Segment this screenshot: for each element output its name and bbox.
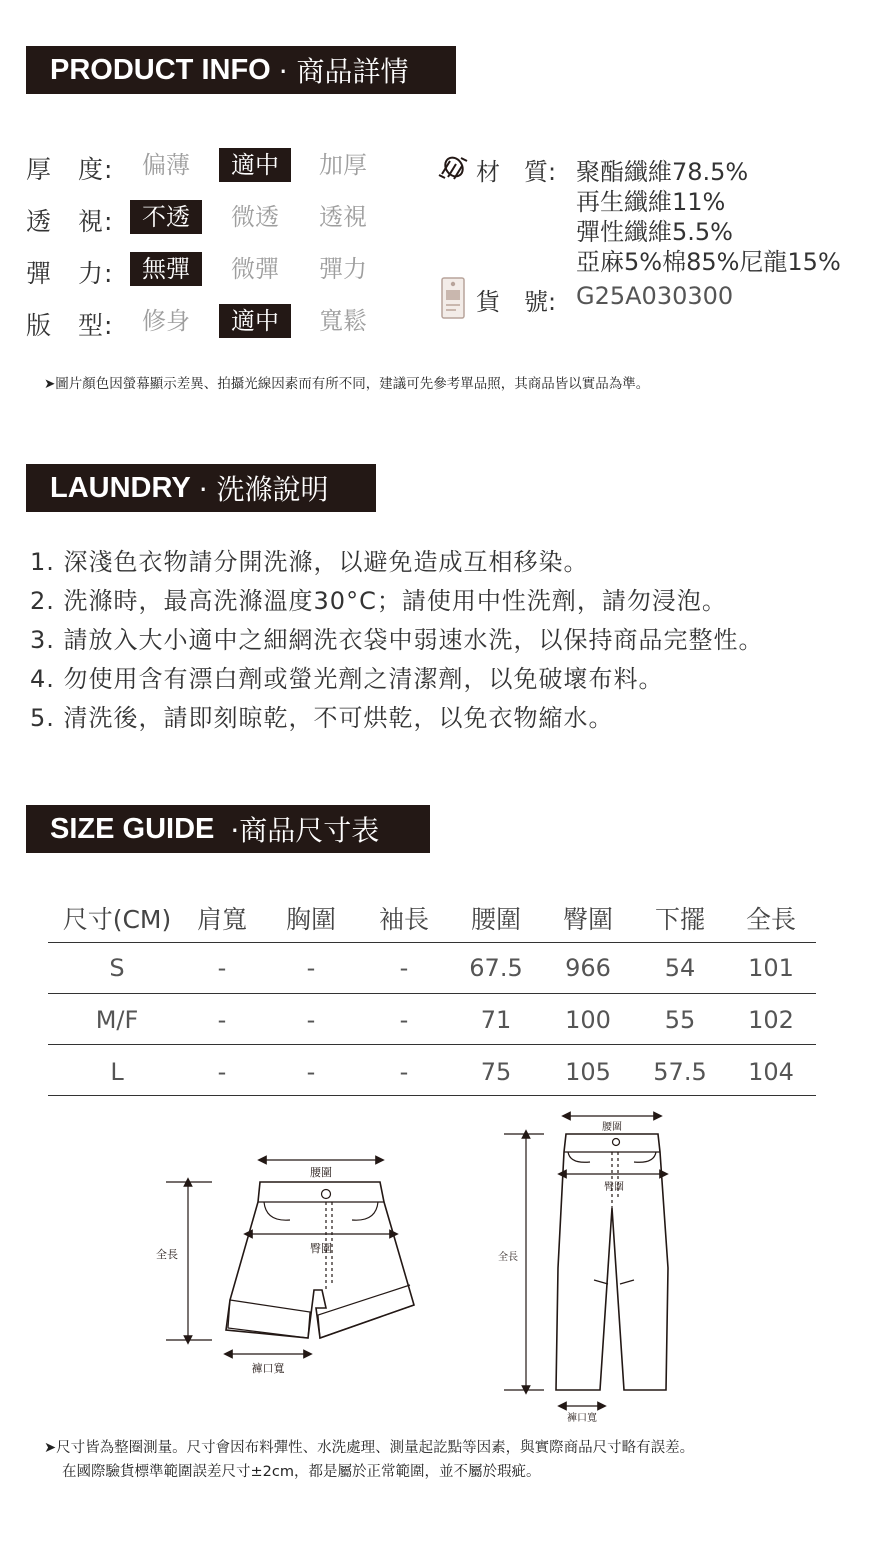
shorts-hip-label: 臀圍 [310, 1242, 332, 1255]
shorts-diagram [140, 1140, 440, 1380]
table-rule [48, 1095, 816, 1096]
attribute-label: 版 型: [26, 311, 114, 340]
attribute-option: 加厚 [319, 151, 367, 179]
tag-icon [440, 276, 466, 320]
attribute-label: 厚 度: [26, 155, 114, 184]
attribute-option: 透視 [319, 203, 367, 231]
laundry-item: 1. 深淺色衣物請分開洗滌，以避免造成互相移染。 [30, 548, 589, 576]
table-cell: 54 [664, 954, 696, 982]
table-header-cell: 臀圍 [562, 905, 613, 934]
attribute-option: 修身 [142, 307, 190, 335]
table-header-cell: 下擺 [654, 905, 705, 934]
yarn-spool-icon [436, 152, 472, 182]
table-cell: 75 [480, 1058, 512, 1086]
size-note-line1: ➤尺寸皆為整圈測量。尺寸會因布料彈性、水洗處理、測量起訖點等因素，與實際商品尺寸略有誤差。 [44, 1440, 695, 1456]
table-header-cell: 腰圍 [470, 905, 521, 934]
table-cell: - [399, 1058, 409, 1086]
table-rule [48, 1044, 816, 1045]
material-line: 彈性纖維5.5% [576, 218, 733, 246]
product-info-title-en: PRODUCT INFO [50, 53, 271, 86]
table-header-cell: 全長 [745, 905, 796, 934]
pants-diagram [490, 1108, 690, 1428]
table-header-cell: 袖長 [378, 905, 429, 934]
laundry-header [26, 464, 376, 512]
table-cell: - [306, 1058, 316, 1086]
material-line: 聚酯纖維78.5% [576, 158, 749, 186]
size-guide-header [26, 805, 430, 853]
sku-value: G25A030300 [576, 282, 734, 310]
attribute-option: 微透 [231, 203, 279, 231]
table-cell: - [399, 1006, 409, 1034]
size-guide-title-zh: ·商品尺寸表 [230, 814, 380, 847]
laundry-item: 5. 清洗後，請即刻晾乾，不可烘乾，以免衣物縮水。 [30, 704, 614, 732]
product-info-note: ➤圖片顏色因螢幕顯示差異、拍攝光線因素而有所不同，建議可先參考單品照，其商品皆以實品為準。 [44, 376, 650, 392]
attribute-option-selected: 不透 [130, 200, 202, 234]
shorts-waist-label: 腰圍 [310, 1166, 332, 1179]
laundry-item: 2. 洗滌時，最高洗滌溫度30°C；請使用中性洗劑，請勿浸泡。 [30, 587, 727, 615]
attribute-option-selected: 適中 [219, 148, 291, 182]
laundry-title-en: LAUNDRY [50, 471, 191, 504]
material-line: 再生纖維11% [576, 188, 726, 216]
attribute-label: 彈 力: [26, 259, 114, 288]
size-guide-title-en: SIZE GUIDE [50, 812, 215, 845]
table-header-cell: 肩寬 [196, 905, 247, 934]
table-cell: S [109, 954, 125, 982]
shorts-length-label: 全長 [156, 1248, 178, 1261]
table-cell: 71 [480, 1006, 512, 1034]
table-cell: - [217, 1006, 227, 1034]
table-cell: 67.5 [469, 954, 523, 982]
product-info-header [26, 46, 456, 94]
attribute-option-selected: 適中 [219, 304, 291, 338]
table-header-cell: 胸圍 [285, 905, 336, 934]
table-cell: 102 [748, 1006, 794, 1034]
material-label: 材 質: [476, 158, 557, 186]
laundry-item: 4. 勿使用含有漂白劑或螢光劑之清潔劑，以免破壞布料。 [30, 665, 664, 693]
shorts-leg-opening-label: 褲口寬 [251, 1362, 285, 1375]
size-note-line2: 在國際驗貨標準範圍誤差尺寸±2cm，都是屬於正常範圍，並不屬於瑕疵。 [62, 1464, 541, 1480]
attribute-option: 寬鬆 [319, 307, 367, 335]
attribute-label: 透 視: [26, 207, 114, 236]
table-cell: - [399, 954, 409, 982]
pants-waist-label: 腰圍 [602, 1122, 622, 1133]
table-cell: M/F [95, 1006, 139, 1034]
attribute-option: 微彈 [231, 255, 279, 283]
table-header-cell: 尺寸(CM) [62, 905, 172, 934]
laundry-title-zh: · 洗滌說明 [198, 473, 329, 506]
table-cell: - [306, 954, 316, 982]
attribute-option: 彈力 [319, 255, 367, 283]
table-rule [48, 942, 816, 943]
product-info-title-zh: · 商品詳情 [278, 55, 409, 88]
table-cell: 57.5 [653, 1058, 707, 1086]
table-cell: 101 [748, 954, 794, 982]
pants-length-label: 全長 [498, 1252, 518, 1263]
laundry-item: 3. 請放入大小適中之細網洗衣袋中弱速水洗，以保持商品完整性。 [30, 626, 764, 654]
attribute-option: 偏薄 [142, 151, 190, 179]
sku-label: 貨 號: [476, 288, 557, 316]
table-cell: - [217, 954, 227, 982]
table-cell: 105 [565, 1058, 611, 1086]
table-cell: - [217, 1058, 227, 1086]
table-cell: 966 [565, 954, 611, 982]
table-cell: 55 [664, 1006, 696, 1034]
table-cell: 100 [565, 1006, 611, 1034]
material-line: 亞麻5%棉85%尼龍15% [576, 248, 841, 276]
table-cell: - [306, 1006, 316, 1034]
table-rule [48, 993, 816, 994]
table-cell: L [110, 1058, 124, 1086]
attribute-option-selected: 無彈 [130, 252, 202, 286]
table-cell: 104 [748, 1058, 794, 1086]
pants-hip-label: 臀圍 [604, 1182, 624, 1193]
pants-leg-opening-label: 褲口寬 [567, 1413, 597, 1424]
